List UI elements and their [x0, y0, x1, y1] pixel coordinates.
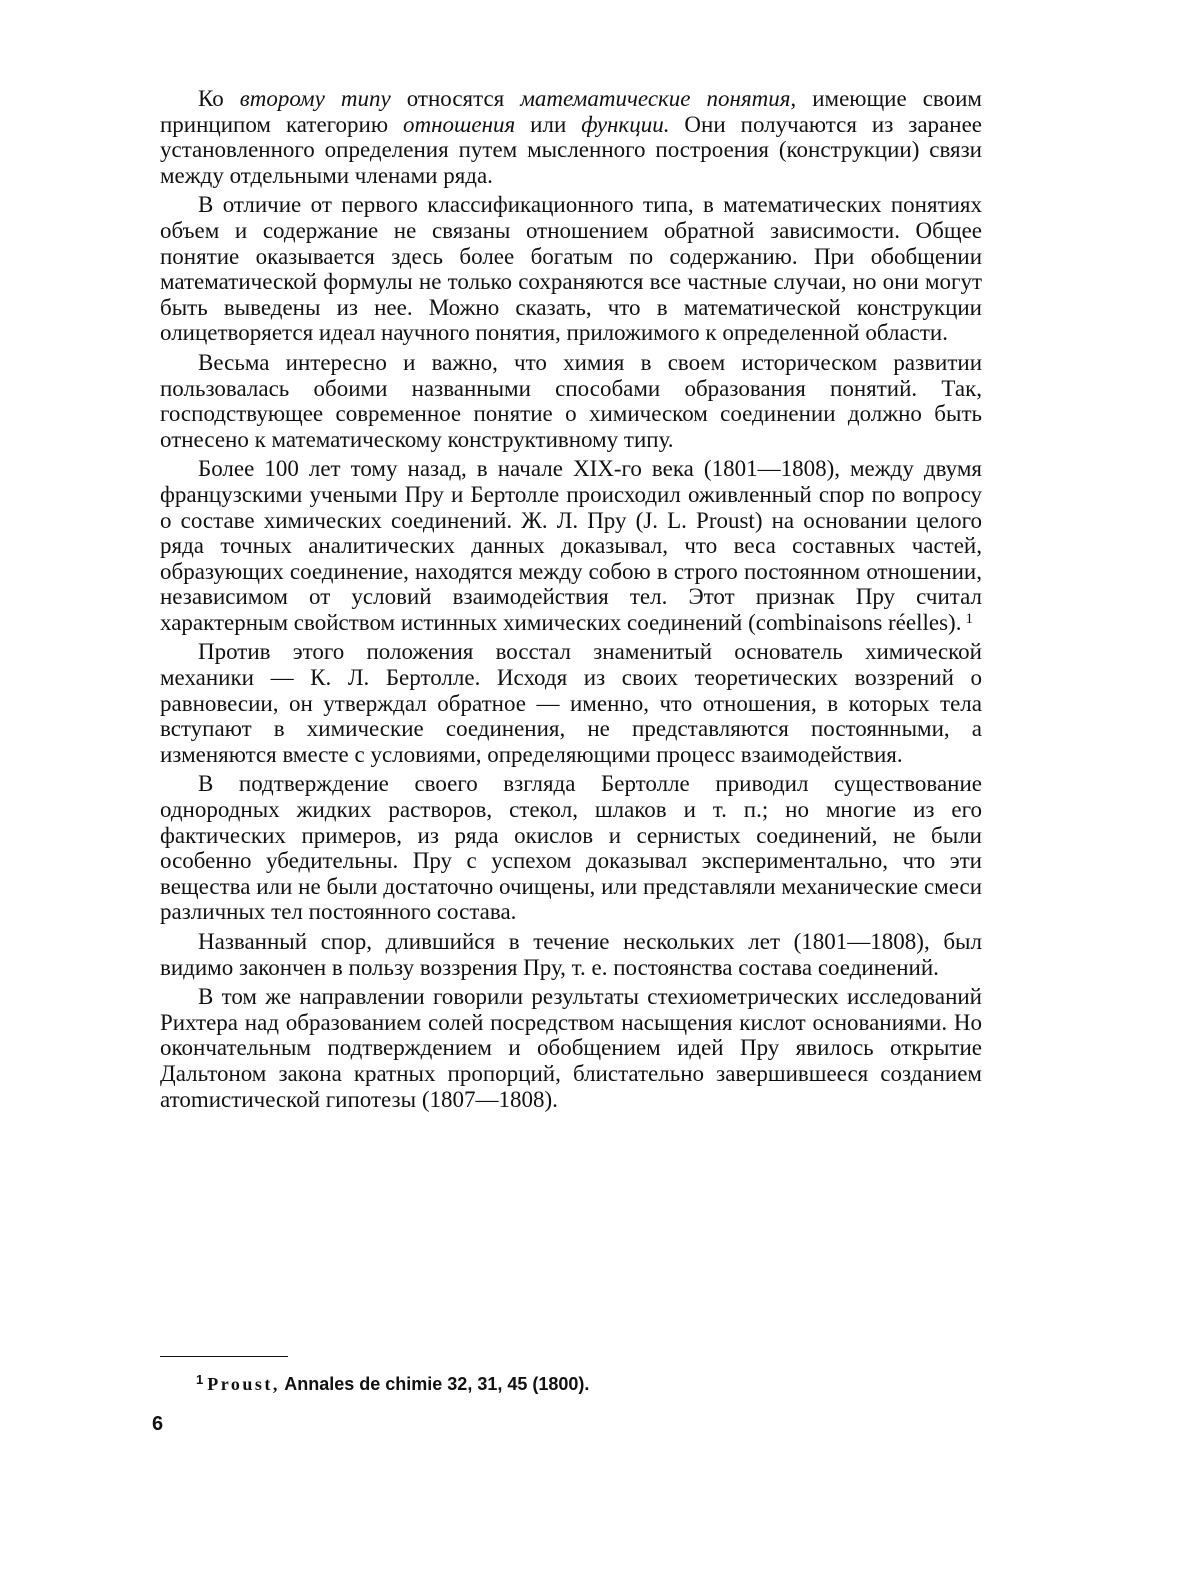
paragraph: [160, 86, 982, 188]
text-run: В отличие от первого классификационного типа, в математических понятиях объем и содержание не связаны отношением обратной зависимости. Общее понятие оказывается здесь более богатым по содержанию. При обобщении математической формулы не только сохраняются все частные случаи, но они могут быть выведены из нее. Можно сказать, что в математической конструкции олицетворяется идеал научного понятия, приложимого к определенной области.: [160, 192, 982, 346]
paragraph: [160, 456, 982, 635]
paragraph: [160, 192, 982, 346]
italic-term: функции.: [581, 111, 670, 137]
text-run: Они получаются из заранее установленного определения путем мысленного построения (конструкции) связи между отдельными членами ряда.: [160, 111, 982, 188]
paragraph: [160, 929, 982, 980]
text-run: или: [515, 111, 582, 137]
paragraph: [160, 350, 982, 452]
paragraph: [160, 639, 982, 767]
text-run: В том же направлении говорили результаты стехиометрических исследований Рихтера над образованием солей посредством насыщения кислот основаниями. Но окончательным подтверждением и обобщением идей Пру явилось открытие Дальтоном закона кратных пропорций, блистательно завершившееся созданием атоmистической гипотезы (1807—1808).: [160, 984, 982, 1112]
footnote-divider: [160, 1356, 288, 1357]
italic-term: второму типу: [239, 86, 391, 111]
text-run: Весьма интересно и важно, что химия в своем историческом развитии пользовалась обоими названными способами образования понятий. Так, господствующее современное понятие о химическом соединении должно быть отнесено к математическому конструктивному типу.: [160, 349, 982, 452]
footnote-reference: 1: [965, 610, 973, 627]
text-run: Более 100 лет тому назад, в начале XIX-го века (1801—1808), между двумя французскими учеными Пру и Бертолле происходил оживленный спор по вопросу о составе химических соединений. Ж. Л. Пру (J. L. Proust) на основании целого ряда точных аналитических данных доказывал, что веса составных частей, образующих соединение, находятся между собою в строго постоянном отношении, независимом от условий взаимодействия тел. Этот признак Пру считал характерным свойством истинных химических соединений (combinaisons réelles).: [160, 456, 982, 635]
footnote: [196, 1374, 589, 1395]
text-run: относятся: [390, 86, 521, 111]
footnote-author: Proust,: [207, 1374, 280, 1394]
footnote-mark: 1: [196, 1372, 204, 1387]
text-run: Названный спор, длившийся в течение нескольких лет (1801—1808), был видимо закончен в пользу воззрения Пру, т. е. постоянства состава соединений.: [160, 929, 982, 980]
text-run: В подтверждение своего взгляда Бертолле приводил существование однородных жидких растворов, стекол, шлаков и т. п.; но многие из его фактических примеров, из ряда окислов и сернистых соединений, не были особенно убедительны. Пру с успехом доказывал экспериментально, что эти вещества или не были достаточно очищены, или представляли механические смеси различных тел постоянного состава.: [160, 771, 982, 925]
text-run: Против этого положения восстал знаменитый основатель химической механики — К. Л. Бертолле. Исходя из своих теоретических воззрений о равновесии, он утверждал обратное — именно, что отношения, в которых тела вступают в химические соединения, не представляются постоянными, а изменяются вместе с условиями, определяющими процесс взаимодействия.: [160, 639, 982, 767]
page-number: 6: [152, 1413, 164, 1435]
text-run: имеющие своим принципом категорию: [160, 86, 982, 137]
paragraph: [160, 984, 982, 1112]
text-run: Ко: [198, 86, 240, 111]
main-text: [160, 86, 982, 1116]
italic-term: отношения: [402, 111, 516, 137]
footnote-text: Annales de chimie 32, 31, 45 (1800).: [279, 1374, 590, 1394]
paragraph: [160, 771, 982, 925]
italic-term: математические понятия,: [520, 86, 797, 111]
